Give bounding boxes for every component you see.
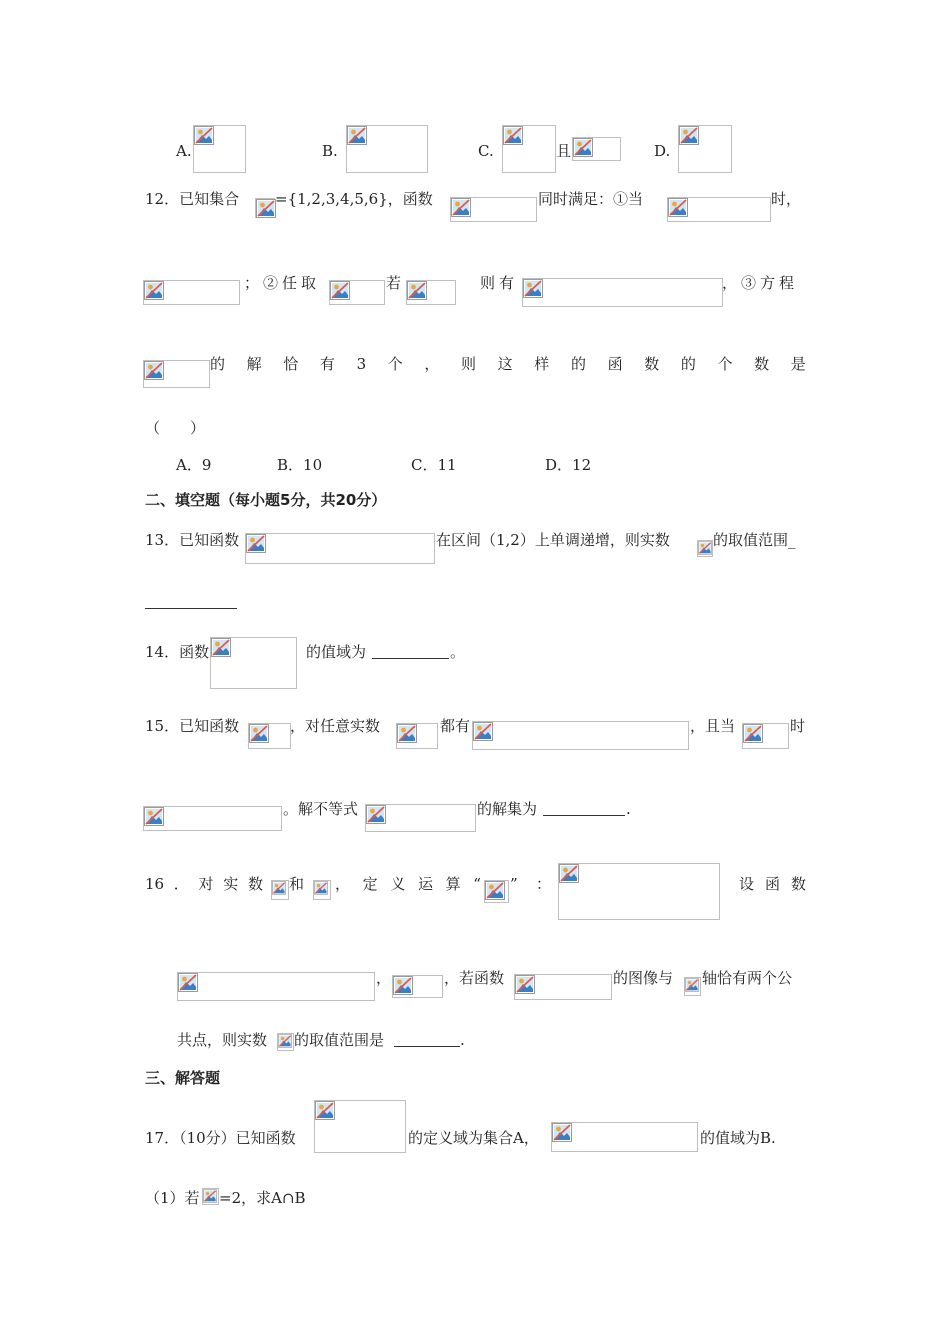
formula-image-then — [522, 278, 723, 307]
broken-image-icon — [573, 138, 593, 157]
q16-text-10: . — [460, 1031, 465, 1049]
q16-text-8: 共点，则实数 — [177, 1031, 268, 1049]
q12-text-9: ，③方程 — [722, 274, 799, 292]
broken-image-icon — [366, 805, 386, 824]
q12-l3-char: 则 — [461, 355, 477, 373]
q16-l1b-char: 算 — [445, 875, 461, 893]
broken-image-icon — [178, 973, 198, 992]
q16-text-1 — [145, 874, 263, 894]
q15-text-7: 的解集为 — [477, 800, 538, 818]
formula-image-q15-result — [143, 806, 282, 831]
formula-image-q16-function — [177, 972, 375, 1001]
section-heading-fill-in: 二、填空题（每小题5分，共20分） — [145, 491, 387, 509]
q16-text-colon: ： — [536, 875, 552, 893]
q15-text-8: . — [626, 800, 631, 818]
q16-l1b-char: 定 — [362, 875, 378, 893]
broken-image-icon — [144, 361, 164, 380]
broken-image-icon — [144, 807, 164, 826]
broken-image-icon — [451, 198, 471, 217]
answer-blank-q15 — [543, 815, 625, 816]
formula-image-function-f — [450, 197, 537, 222]
broken-image-icon — [203, 1189, 217, 1203]
broken-image-icon — [256, 199, 276, 218]
broken-image-icon — [515, 975, 535, 994]
broken-image-icon — [393, 976, 413, 995]
broken-image-icon — [194, 126, 214, 145]
q14-text-2: 的值域为 — [306, 643, 367, 661]
q12-text-3: 同时满足：①当 — [538, 190, 644, 208]
broken-image-icon — [679, 126, 699, 145]
q16-l1-char: 实 — [223, 875, 239, 893]
q16-l1-char: 数 — [247, 875, 263, 893]
formula-image-option-d — [678, 125, 732, 173]
formula-image-if — [406, 280, 456, 305]
q16-l1b-char: ， — [335, 875, 351, 893]
formula-image-q17-a — [202, 1188, 219, 1205]
broken-image-icon — [347, 126, 367, 145]
q15-text-4: ，且当 — [690, 717, 736, 735]
answer-blank-q13 — [145, 608, 237, 609]
formula-image-q13-function — [245, 533, 435, 564]
broken-image-icon — [315, 1101, 335, 1120]
q16-text-5: ，若函数 — [444, 969, 505, 987]
q16-text-quote-close: ” — [510, 875, 518, 893]
broken-image-icon — [144, 281, 164, 300]
q17-text-1: 17．（10分）已知函数 — [145, 1129, 296, 1147]
formula-image-q17-function — [314, 1100, 406, 1153]
q12-l3-char: 恰 — [283, 355, 299, 373]
q16-text-9: 的取值范围是 — [294, 1031, 385, 1049]
q12-l3-char: 解 — [246, 355, 262, 373]
broken-image-icon — [523, 279, 543, 298]
q16-text-and: 和 — [289, 875, 305, 893]
q17-part1-text-2: =2，求A∩B — [219, 1189, 306, 1207]
broken-image-icon — [743, 724, 763, 743]
q16-l1b-char: “ — [473, 875, 481, 893]
q16-l1-char: 对 — [198, 875, 214, 893]
broken-image-icon — [246, 534, 266, 553]
q16-l1c-char: 数 — [790, 875, 806, 893]
broken-image-icon — [473, 722, 493, 741]
q12-text-2: ={1,2,3,4,5,6}，函数 — [275, 190, 433, 208]
broken-image-icon — [685, 978, 699, 992]
formula-image-option-c — [502, 125, 556, 173]
broken-image-icon — [503, 126, 523, 145]
formula-image-q15-function — [248, 723, 291, 749]
q14-text-3: 。 — [450, 643, 466, 661]
broken-image-icon — [249, 724, 269, 743]
q16-l1-char: 16 — [145, 875, 165, 893]
q12-text-1: 12．已知集合 — [145, 190, 240, 208]
q16-l1b-char: 运 — [417, 875, 433, 893]
q13-text-1: 13．已知函数 — [145, 531, 240, 549]
formula-image-q16-x — [684, 977, 701, 996]
formula-image-q15-xy — [396, 723, 438, 749]
formula-image-take-any — [329, 280, 385, 305]
q15-text-6: 。解不等式 — [283, 800, 359, 818]
q16-l1c-char: 设 — [739, 875, 755, 893]
section-heading-solutions: 三、解答题 — [145, 1069, 221, 1087]
broken-image-icon — [330, 281, 350, 300]
q12-l3-char: 个 — [717, 355, 733, 373]
formula-image-q16-a — [271, 880, 289, 900]
broken-image-icon — [552, 1123, 572, 1142]
q12-text-8: 则有 — [480, 274, 519, 292]
formula-image-q16-g — [514, 974, 612, 1000]
q17-part1-text-1: （1）若 — [145, 1189, 200, 1207]
formula-image-condition-1 — [667, 197, 771, 222]
q15-text-1: 15．已知函数 — [145, 717, 240, 735]
q12-l3-char: 的 — [210, 355, 226, 373]
formula-image-option-b — [346, 125, 428, 173]
q15-text-2: ，对任意实数 — [290, 717, 381, 735]
q12-text-7: 若 — [386, 274, 402, 292]
broken-image-icon — [278, 1034, 292, 1048]
q12-l3-char: 函 — [607, 355, 623, 373]
broken-image-icon — [559, 864, 579, 883]
q12-text-6: ②任取 — [263, 274, 321, 292]
option-a-label: A. — [176, 142, 192, 160]
q12-l3-char: 有 — [319, 355, 335, 373]
broken-image-icon — [668, 198, 688, 217]
q12-l3-char: ， — [424, 355, 440, 373]
q16-text-3 — [739, 874, 806, 894]
q17-text-3: 的值域为B. — [700, 1129, 776, 1147]
answer-blank-q16 — [394, 1046, 460, 1047]
broken-image-icon — [698, 541, 712, 555]
broken-image-icon — [314, 881, 328, 895]
q12-option-c: C．11 — [411, 456, 457, 474]
q13-text-3: 的取值范围_ — [713, 531, 796, 549]
broken-image-icon — [397, 724, 417, 743]
q12-option-a: A．9 — [176, 456, 212, 474]
option-c-label: C. — [478, 142, 494, 160]
formula-image-set-a — [255, 198, 275, 218]
formula-image-option-c2 — [572, 137, 621, 161]
q15-text-3: 都有 — [440, 717, 471, 735]
q12-l3-char: 的 — [680, 355, 696, 373]
formula-image-q16-b — [313, 880, 331, 900]
q12-l3-char: 样 — [534, 355, 550, 373]
q12-l3-char: 3 — [356, 355, 367, 373]
q12-l3-char: 的 — [570, 355, 586, 373]
answer-blank-q14 — [372, 658, 449, 659]
q16-l1c-char: 函 — [764, 875, 780, 893]
q16-l1-char: ． — [173, 875, 189, 893]
q12-option-d: D．12 — [545, 456, 592, 474]
q12-l3-char: 是 — [790, 355, 806, 373]
formula-image-q17-g — [551, 1122, 698, 1152]
broken-image-icon — [272, 881, 286, 895]
q12-text-5: ； — [244, 274, 260, 292]
broken-image-icon — [407, 281, 427, 300]
q12-l3-char: 数 — [754, 355, 770, 373]
q17-text-2: 的定义域为集合A， — [408, 1129, 539, 1147]
formula-image-q16-c — [277, 1033, 294, 1051]
broken-image-icon — [485, 881, 505, 900]
formula-image-q16-definition — [558, 863, 720, 920]
formula-image-q15-identity — [472, 721, 689, 750]
formula-image-q13-a — [697, 540, 713, 557]
q14-text-1: 14．函数 — [145, 643, 210, 661]
broken-image-icon — [211, 638, 231, 657]
q12-l3-char: 这 — [497, 355, 513, 373]
formula-image-q15-condition — [742, 723, 789, 749]
answer-paren: （ ） — [145, 419, 206, 437]
q16-text-2 — [335, 874, 481, 894]
formula-image-q16-operator — [484, 880, 509, 903]
formula-image-q14-function — [210, 637, 297, 689]
formula-image-q16-domain — [392, 975, 443, 998]
q15-text-5: 时 — [790, 717, 806, 735]
option-b-label: B. — [322, 142, 338, 160]
formula-image-q15-inequality — [365, 804, 476, 832]
q16-l1b-char: 义 — [390, 875, 406, 893]
q12-l3-char: 数 — [644, 355, 660, 373]
q16-text-4: ， — [376, 969, 392, 987]
q16-text-7: 轴恰有两个公 — [702, 969, 793, 987]
option-c-conjunction: 且 — [556, 142, 572, 160]
q12-l3-char: 个 — [387, 355, 403, 373]
q12-text-4: 时， — [771, 190, 802, 208]
q12-option-b: B．10 — [277, 456, 323, 474]
q16-text-6: 的图像与 — [613, 969, 674, 987]
formula-image-equation — [143, 360, 210, 388]
formula-image-option-a — [193, 125, 246, 173]
option-d-label: D. — [654, 142, 671, 160]
q12-line-3 — [210, 354, 806, 374]
formula-image-condition-1b — [143, 280, 240, 305]
q13-text-2: 在区间（1,2）上单调递增，则实数 — [436, 531, 670, 549]
